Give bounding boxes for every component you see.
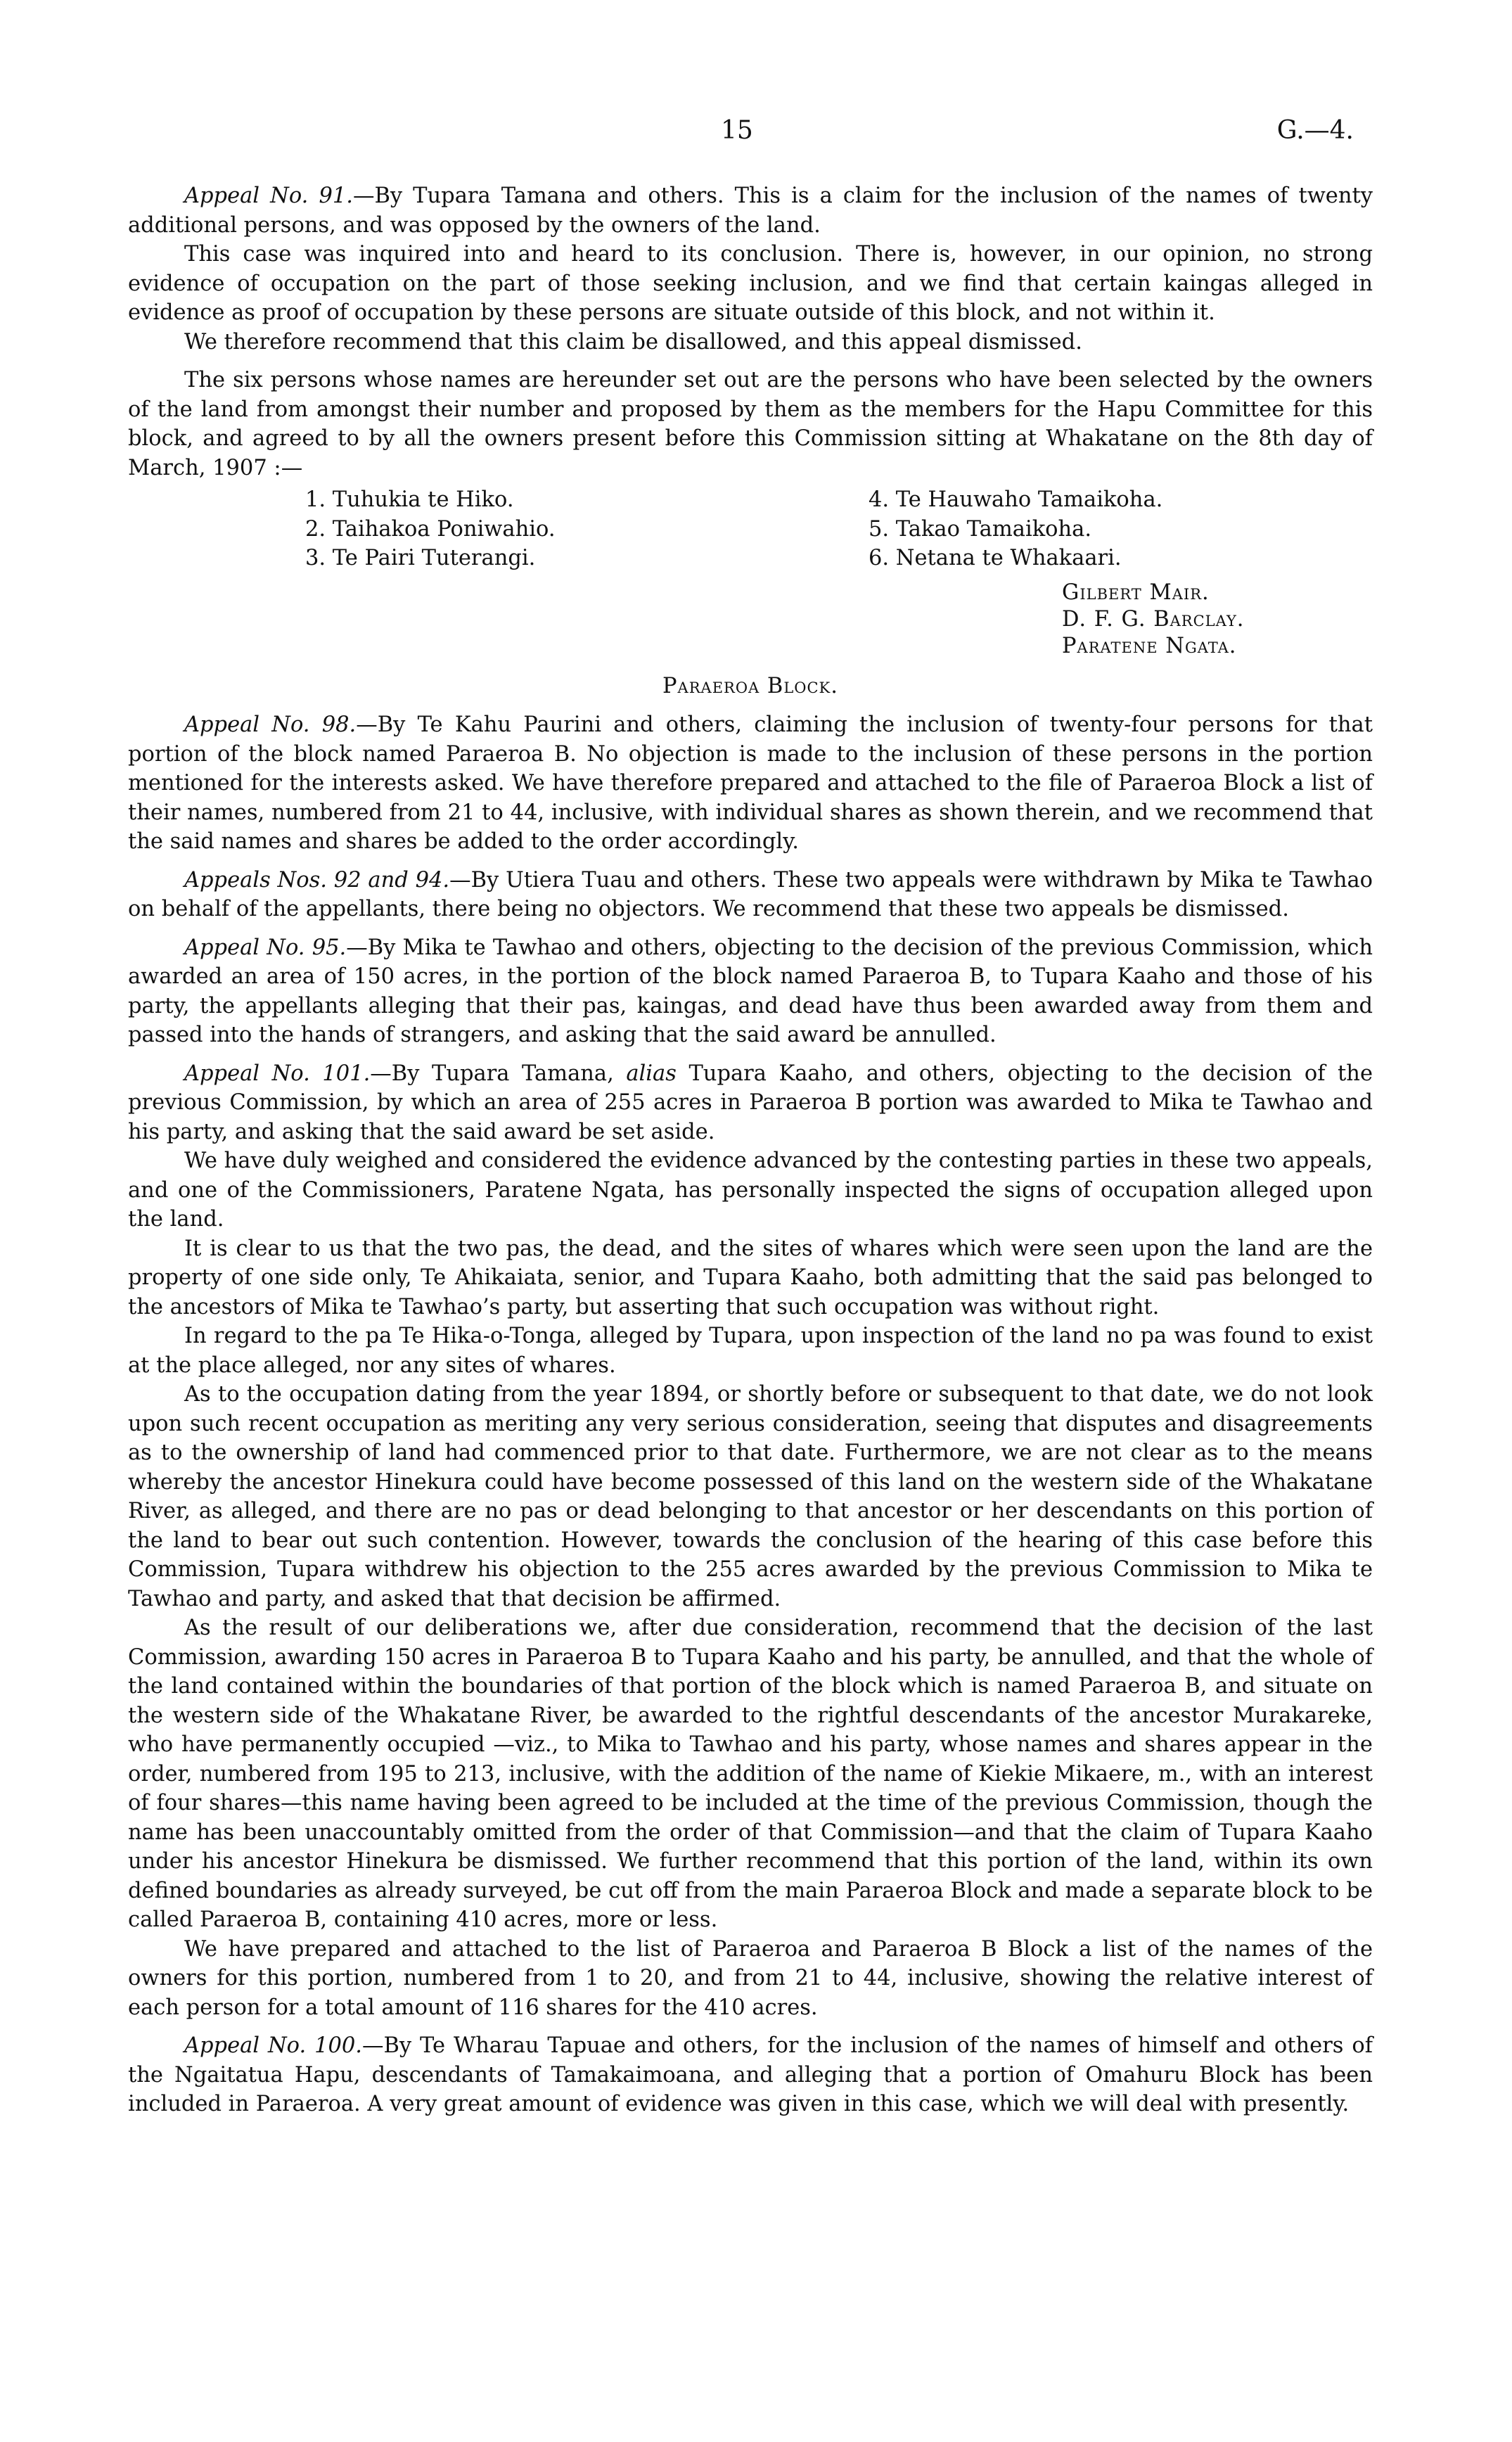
deliberation-paragraph: It is clear to us that the two pas, the dead, and the sites of whares which were seen upon the land are the property of one side only, Te Ahikaiata, senior, and Tupara Kaaho, both admitting that the said pas belonged to the ancestors of Mika te Tawhao’s party, but asserting that such occupation was without right. xyxy=(128,1236,1373,1319)
appeal-101-paragraph xyxy=(128,1059,1373,1147)
appeal-101-text-a: —By Tupara Tamana, xyxy=(370,1061,614,1086)
appeal-98-label: Appeal No. 98. xyxy=(184,712,357,737)
appeal-100-label: Appeal No. 100. xyxy=(184,2033,362,2058)
appeal-91-paragraph-2: This case was inquired into and heard to its conclusion. There is, however, in our opinion, no strong evidence of occupation on the part of those seeking inclusion, and we find that certain kaingas alleged in evidence as proof of occupation by these persons are situate outside of this block, and not within it. xyxy=(128,242,1373,325)
document-reference: G.—4. xyxy=(1276,116,1354,145)
appeal-101-text-b: Tupara Kaaho, and others, objecting to the decision of the previous Commission, by which an area of 255 acres in Paraeroa B portion was awarded to Mika te Tawhao and his party, and asking that the said award be set aside. xyxy=(128,1061,1373,1144)
appeal-95-text: —By Mika te Tawhao and others, objecting to the decision of the previous Commission, which awarded an area of 150 acres, in the portion of the block named Paraeroa B, to Tupara Kaaho and those of his party, the appellants alleging that their pas, kaingas, and dead have thus been awarded away from them and passed into the hands of strangers, and asking that the said award be annulled. xyxy=(128,935,1373,1047)
committee-name: 2. Taihakoa Poniwahio. xyxy=(305,516,556,542)
appeal-91-paragraph-3: We therefore recommend that this claim be disallowed, and this appeal dismissed. xyxy=(184,329,1082,354)
appeal-91-text: —By Tupara Tamana and others. This is a claim for the inclusion of the names of twenty additional persons, and was opposed by the owners of the land. xyxy=(128,184,1373,238)
appeal-95-paragraph xyxy=(128,933,1373,1050)
appeal-95-label: Appeal No. 95. xyxy=(184,935,347,960)
committee-name: 6. Netana te Whakaari. xyxy=(869,546,1122,570)
appeal-101-alias: alias xyxy=(626,1061,677,1086)
signatory: Gilbert Mair. xyxy=(1062,580,1210,605)
deliberation-paragraph: As to the occupation dating from the year 1894, or shortly before or subsequent to that date, we do not look upon such recent occupation as meriting any very serious consideration, seeing that disputes and disagreements as to the ownership of land had commenced prior to that date. Furthermore, we are not clear as to the means whereby the ancestor Hinekura could have become possessed of this land on the western side of the Whakatane River, as alleged, and there are no pas or dead belonging to that ancestor or her descendants on this portion of the land to bear out such contention. However, towards the conclusion of the hearing of this case before this Commission, Tupara withdrew his objection to the 255 acres awarded by the previous Commission to Mika te Tawhao and party, and asked that that decision be affirmed. xyxy=(128,1382,1373,1611)
signatories xyxy=(1062,580,1373,660)
committee-name: 1. Tuhukia te Hiko. xyxy=(305,487,514,512)
section-heading: Paraeroa Block. xyxy=(662,674,838,698)
signatory: Paratene Ngata. xyxy=(1062,634,1237,658)
appeals-92-94-label: Appeals Nos. 92 and 94. xyxy=(184,867,450,893)
appeal-100-paragraph xyxy=(128,2031,1373,2119)
appeal-101-label: Appeal No. 101. xyxy=(184,1061,371,1086)
page-body xyxy=(128,181,1373,2119)
appeals-92-94-text: —By Utiera Tuau and others. These two appeals were withdrawn by Mika te Tawhao on behalf of the appellants, there being no objectors. We recommend that these two appeals be dismissed. xyxy=(128,867,1373,921)
committee-name: 3. Te Pairi Tuterangi. xyxy=(305,546,536,570)
committee-paragraph: The six persons whose names are hereunder set out are the persons who have been selected by the owners of the land from amongst their number and proposed by them as the members for the Hapu Committee for this block, and agreed to by all the owners present before this Commission sitting at Whakatane on the 8th day of March, 1907 :— xyxy=(128,368,1373,480)
committee-name: 5. Takao Tamaikoha. xyxy=(869,516,1092,542)
appeal-91-paragraph xyxy=(128,181,1373,240)
appeal-98-paragraph xyxy=(128,710,1373,857)
appeals-92-94-paragraph xyxy=(128,866,1373,924)
appeal-91-label: Appeal No. 91. xyxy=(184,184,353,208)
committee-name: 4. Te Hauwaho Tamaikoha. xyxy=(869,487,1163,512)
appeal-100-text: —By Te Wharau Tapuae and others, for the inclusion of the names of himself and others of the Ngaitatua Hapu, descendants of Tamakaimoana, and alleging that a portion of Omahuru Block has been included in Paraeroa. A very great amount of evidence was given in this case, which we will deal with presently. xyxy=(128,2033,1373,2116)
deliberation-paragraph: In regard to the pa Te Hika-o-Tonga, alleged by Tupara, upon inspection of the land no pa was found to exist at the place alleged, nor any sites of whares. xyxy=(128,1324,1373,1378)
page-header xyxy=(0,116,1512,158)
committee-names-left xyxy=(305,485,556,573)
appeal-98-text: —By Te Kahu Paurini and others, claiming the inclusion of twenty-four persons for that portion of the block named Paraeroa B. No objection is made to the inclusion of these persons in the portion mentioned for the interests asked. We have therefore prepared and attached to the file of Paraeroa Block a list of their names, numbered from 21 to 44, inclusive, with individual shares as shown therein, and we recommend that the said names and shares be added to the order accordingly. xyxy=(128,712,1373,854)
deliberation-paragraph: We have prepared and attached to the list of Paraeroa and Paraeroa B Block a list of the names of the owners for this portion, numbered from 1 to 20, and from 21 to 44, inclusive, showing the relative interest of each person for a total amount of 116 shares for the 410 acres. xyxy=(128,1936,1373,2020)
committee-names-right xyxy=(869,485,1162,573)
deliberation-paragraph: We have duly weighed and considered the evidence advanced by the contesting parties in these two appeals, and one of the Commissioners, Paratene Ngata, has personally inspected the signs of occupation alleged upon the land. xyxy=(128,1149,1373,1232)
page-number: 15 xyxy=(721,116,753,145)
committee-names xyxy=(128,485,1373,574)
deliberation-paragraph: As the result of our deliberations we, after due consideration, recommend that the decision of the last Commission, awarding 150 acres in Paraeroa B to Tupara Kaaho and his party, be annulled, and that the whole of the land contained within the boundaries of that portion of the block which is named Paraeroa B, and situate on the western side of the Whakatane River, be awarded to the rightful descendants of the ancestor Murakareke, who have permanently occupied —viz., to Mika to Tawhao and his party, whose names and shares appear in the order, numbered from 195 to 213, inclusive, with the addition of the name of Kiekie Mikaere, m., with an interest of four shares—this name having been agreed to be included at the time of the previous Commission, though the name has been unaccountably omitted from the order of that Commission—and that the claim of Tupara Kaaho under his ancestor Hinekura be dismissed. We further recommend that this portion of the land, within its own defined boundaries as already surveyed, be cut off from the main Paraeroa Block and made a separate block to be called Paraeroa B, containing 410 acres, more or less. xyxy=(128,1616,1373,1932)
signatory: D. F. G. Barclay. xyxy=(1062,607,1245,632)
